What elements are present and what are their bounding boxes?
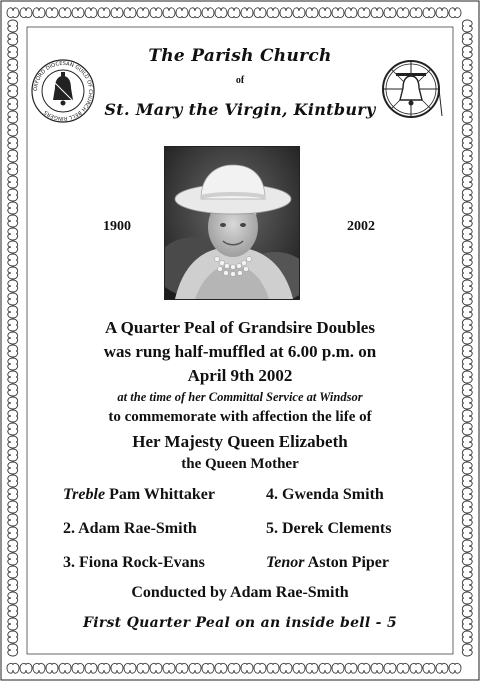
border-motif	[306, 8, 318, 18]
border-motif	[7, 663, 19, 673]
border-motif	[202, 663, 214, 673]
ringer-3	[63, 554, 205, 572]
border-motif	[8, 124, 18, 136]
border-motif	[33, 8, 45, 18]
border-motif	[436, 663, 448, 673]
border-motif	[345, 663, 357, 673]
ringer-position: 3.	[63, 554, 75, 571]
border-motif	[8, 202, 18, 214]
border-motif	[8, 501, 18, 513]
border-motif	[111, 8, 123, 18]
border-motif	[137, 8, 149, 18]
border-motif	[462, 33, 472, 45]
border-motif	[176, 8, 188, 18]
border-motif	[462, 475, 472, 487]
border-motif	[85, 663, 97, 673]
conductor-line: Conducted by Adam Rae-Smith	[131, 584, 349, 601]
border-motif	[332, 663, 344, 673]
border-motif	[8, 475, 18, 487]
border-motif	[8, 631, 18, 643]
honoree-name: Her Majesty Queen Elizabeth	[132, 432, 348, 451]
border-motif	[215, 663, 227, 673]
ringer-position: Tenor	[266, 554, 305, 571]
border-motif	[462, 215, 472, 227]
ringer-4	[266, 486, 384, 504]
border-motif	[98, 663, 110, 673]
seal-ring-text-path: OXFORD DIOCESAN GUILD OF CHURCH BELL RINGERS	[32, 60, 94, 122]
border-motif	[72, 663, 84, 673]
border-motif	[267, 8, 279, 18]
border-motif	[228, 8, 240, 18]
ringer-name: Gwenda Smith	[282, 486, 384, 503]
border-motif	[267, 663, 279, 673]
border-motif	[410, 8, 422, 18]
border-motif	[8, 514, 18, 526]
border-motif	[8, 566, 18, 578]
border-motif	[462, 488, 472, 500]
border-motif	[8, 189, 18, 201]
border-motif	[46, 663, 58, 673]
border-motif	[397, 8, 409, 18]
border-motif	[462, 202, 472, 214]
border-motif	[20, 663, 32, 673]
border-motif	[111, 663, 123, 673]
border-motif	[46, 8, 58, 18]
border-motif	[8, 644, 18, 656]
ringer-name: Aston Piper	[307, 554, 389, 571]
border-motif	[8, 150, 18, 162]
border-motif	[462, 176, 472, 188]
commemoration-text: to commemorate with affection the life of	[108, 409, 372, 425]
border-motif	[176, 663, 188, 673]
border-motif	[449, 663, 461, 673]
border-motif	[8, 293, 18, 305]
border-motif	[462, 527, 472, 539]
death-year: 2002	[347, 219, 375, 234]
border-motif	[8, 163, 18, 175]
border-motif	[137, 663, 149, 673]
border-motif	[462, 267, 472, 279]
border-motif	[7, 8, 19, 18]
border-motif	[280, 8, 292, 18]
ringer-position: 2.	[63, 520, 75, 537]
border-motif	[384, 663, 396, 673]
border-motif	[423, 663, 435, 673]
border-motif	[384, 8, 396, 18]
border-motif	[8, 553, 18, 565]
border-motif	[8, 254, 18, 266]
ringer-treble	[63, 486, 215, 504]
border-motif	[189, 8, 201, 18]
ringer-name: Pam Whittaker	[109, 486, 215, 503]
border-motif	[319, 663, 331, 673]
border-motif	[8, 267, 18, 279]
border-motif	[462, 501, 472, 513]
border-motif	[215, 8, 227, 18]
border-motif	[85, 8, 97, 18]
border-motif	[462, 85, 472, 97]
first-quarter-note: First Quarter Peal on an inside bell - 5	[82, 615, 398, 631]
border-motif	[462, 254, 472, 266]
border-motif	[449, 8, 461, 18]
border-motif	[72, 8, 84, 18]
border-motif	[410, 663, 422, 673]
border-motif	[20, 8, 32, 18]
border-motif	[8, 20, 18, 32]
border-motif	[462, 163, 472, 175]
church-title: The Parish Church	[148, 46, 332, 66]
church-bell-wheel-icon	[378, 56, 444, 122]
church-name: St. Mary the Virgin, Kintbury	[104, 100, 376, 119]
peal-description: A Quarter Peal of Grandsire Doubles	[105, 318, 375, 337]
border-motif	[462, 280, 472, 292]
border-motif	[124, 663, 136, 673]
border-motif	[254, 8, 266, 18]
border-motif	[358, 8, 370, 18]
ringer-name: Fiona Rock-Evans	[79, 554, 205, 571]
ringer-position: 4.	[266, 486, 278, 503]
border-motif	[8, 306, 18, 318]
border-motif	[319, 8, 331, 18]
border-motif	[8, 33, 18, 45]
border-motif	[462, 189, 472, 201]
border-motif	[462, 553, 472, 565]
border-motif	[397, 663, 409, 673]
border-motif	[462, 293, 472, 305]
ringer-position: 5.	[266, 520, 278, 537]
border-motif	[462, 306, 472, 318]
border-motif	[241, 8, 253, 18]
border-motif	[345, 8, 357, 18]
border-motif	[462, 124, 472, 136]
border-motif	[150, 663, 162, 673]
border-motif	[462, 150, 472, 162]
border-motif	[8, 215, 18, 227]
border-motif	[371, 8, 383, 18]
border-motif	[8, 280, 18, 292]
border-motif	[462, 540, 472, 552]
border-motif	[124, 8, 136, 18]
border-motif	[462, 137, 472, 149]
border-motif	[462, 566, 472, 578]
border-motif	[202, 8, 214, 18]
border-motif	[189, 663, 201, 673]
border-motif	[8, 527, 18, 539]
border-motif	[163, 663, 175, 673]
border-motif	[423, 8, 435, 18]
birth-year: 1900	[103, 219, 131, 234]
honoree-title: the Queen Mother	[181, 456, 299, 472]
portrait-photo	[164, 146, 300, 300]
ringer-name: Adam Rae-Smith	[78, 520, 197, 537]
border-motif	[98, 8, 110, 18]
border-motif	[241, 663, 253, 673]
border-motif	[228, 663, 240, 673]
border-motif	[8, 176, 18, 188]
border-motif	[8, 241, 18, 253]
border-motif	[462, 20, 472, 32]
bell-ringers-guild-seal-icon	[30, 58, 96, 124]
border-motif	[371, 663, 383, 673]
title-of: of	[235, 75, 245, 86]
committal-note: at the time of her Committal Service at Windsor	[117, 390, 363, 404]
border-motif	[8, 228, 18, 240]
border-motif	[8, 488, 18, 500]
border-motif	[163, 8, 175, 18]
border-motif	[33, 663, 45, 673]
border-motif	[59, 8, 71, 18]
ringer-name: Derek Clements	[282, 520, 392, 537]
border-motif	[332, 8, 344, 18]
border-motif	[8, 85, 18, 97]
ringer-2	[63, 520, 197, 538]
peal-date: April 9th 2002	[187, 366, 293, 385]
border-motif	[8, 137, 18, 149]
border-motif	[280, 663, 292, 673]
border-motif	[306, 663, 318, 673]
border-motif	[293, 8, 305, 18]
ringer-5	[266, 520, 391, 538]
border-motif	[293, 663, 305, 673]
border-motif	[8, 540, 18, 552]
border-motif	[462, 241, 472, 253]
border-motif	[150, 8, 162, 18]
ringer-position: Treble	[63, 486, 106, 503]
peal-time: was rung half-muffled at 6.00 p.m. on	[103, 342, 377, 361]
border-motif	[358, 663, 370, 673]
border-motif	[462, 644, 472, 656]
border-motif	[436, 8, 448, 18]
border-motif	[59, 663, 71, 673]
border-motif	[254, 663, 266, 673]
ringer-tenor	[266, 554, 389, 572]
border-motif	[462, 631, 472, 643]
border-motif	[462, 514, 472, 526]
border-motif	[462, 228, 472, 240]
